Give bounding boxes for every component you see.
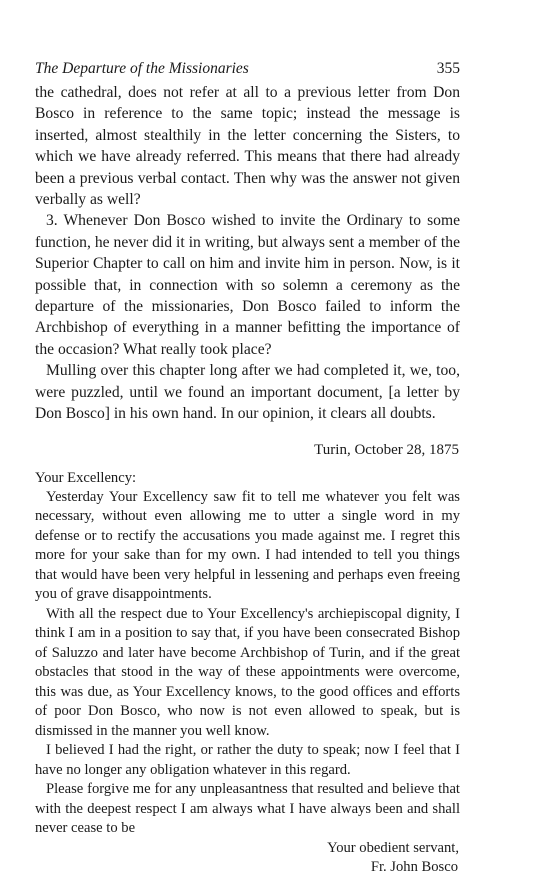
paragraph: Mulling over this chapter long after we had completed it, we, too, were puzzled, until we found an important document, [a letter by Don Bosco] in his own hand. In our opinion, it clears all doubts. — [35, 362, 460, 423]
letter-dateline: Turin, October 28, 1875 — [314, 441, 459, 458]
letter-paragraph: Please forgive me for any unpleasantness that resulted and believe that with the deepest respect I am always what I have always been and shall never cease to be — [35, 781, 460, 836]
letter-closing: Your obedient servant, — [327, 839, 459, 856]
letter-paragraph: I believed I had the right, or rather the duty to speak; now I feel that I have no longer any obligation whatever in this regard. — [35, 742, 460, 778]
paragraph: 3. Whenever Don Bosco wished to invite the Ordinary to some function, he never did it in writing, but always sent a member of the Superior Chapter to call on him and invite him in person. Now, is it possible that, in connection with so solemn a ceremony as the departure of the missionaries, Don Bosco failed to inform the Archbishop of everything in a manner befitting the importance of the occasion? What really took place? — [35, 212, 460, 358]
letter-paragraph: With all the respect due to Your Excellency's archiepiscopal dignity, I think I am in a position to say that, if you have been consecrated Bishop of Saluzzo and later have become Archbishop of Turin, and if the great obstacles that stood in the way of these appointments were overcome, this was due, as Your Excellency knows, to the good offices and efforts of poor Don Bosco, who now is not even allowed to speak, but is dismissed in the manner you well know. — [35, 605, 460, 739]
quoted-letter — [35, 440, 460, 878]
chapter-title: The Departure of the Missionaries — [35, 60, 249, 77]
letter-signature: Fr. John Bosco — [370, 859, 458, 875]
body-text — [35, 82, 460, 425]
letter-paragraph: Yesterday Your Excellency saw fit to tell me whatever you felt was necessary, without even allowing me to utter a single word in my defense or to rectify the accusations you made against me. I regret this more for your sake than for my own. I had intended to tell you things that would have been very helpful in lessening and perhaps even freeing you of grave disappointments. — [35, 488, 460, 602]
page-number: 355 — [436, 60, 460, 77]
paragraph: the cathedral, does not refer at all to a previous letter from Don Bosco in reference to the same topic; instead the message is inserted, almost stealthily in the letter concerning the Sisters, to which we have already referred. This means that there had already been a previous verbal contact. Then why was the answer not given verbally as well? — [35, 84, 460, 209]
running-header — [35, 60, 460, 82]
book-page — [35, 60, 460, 878]
letter-salutation: Your Excellency: — [35, 469, 137, 486]
